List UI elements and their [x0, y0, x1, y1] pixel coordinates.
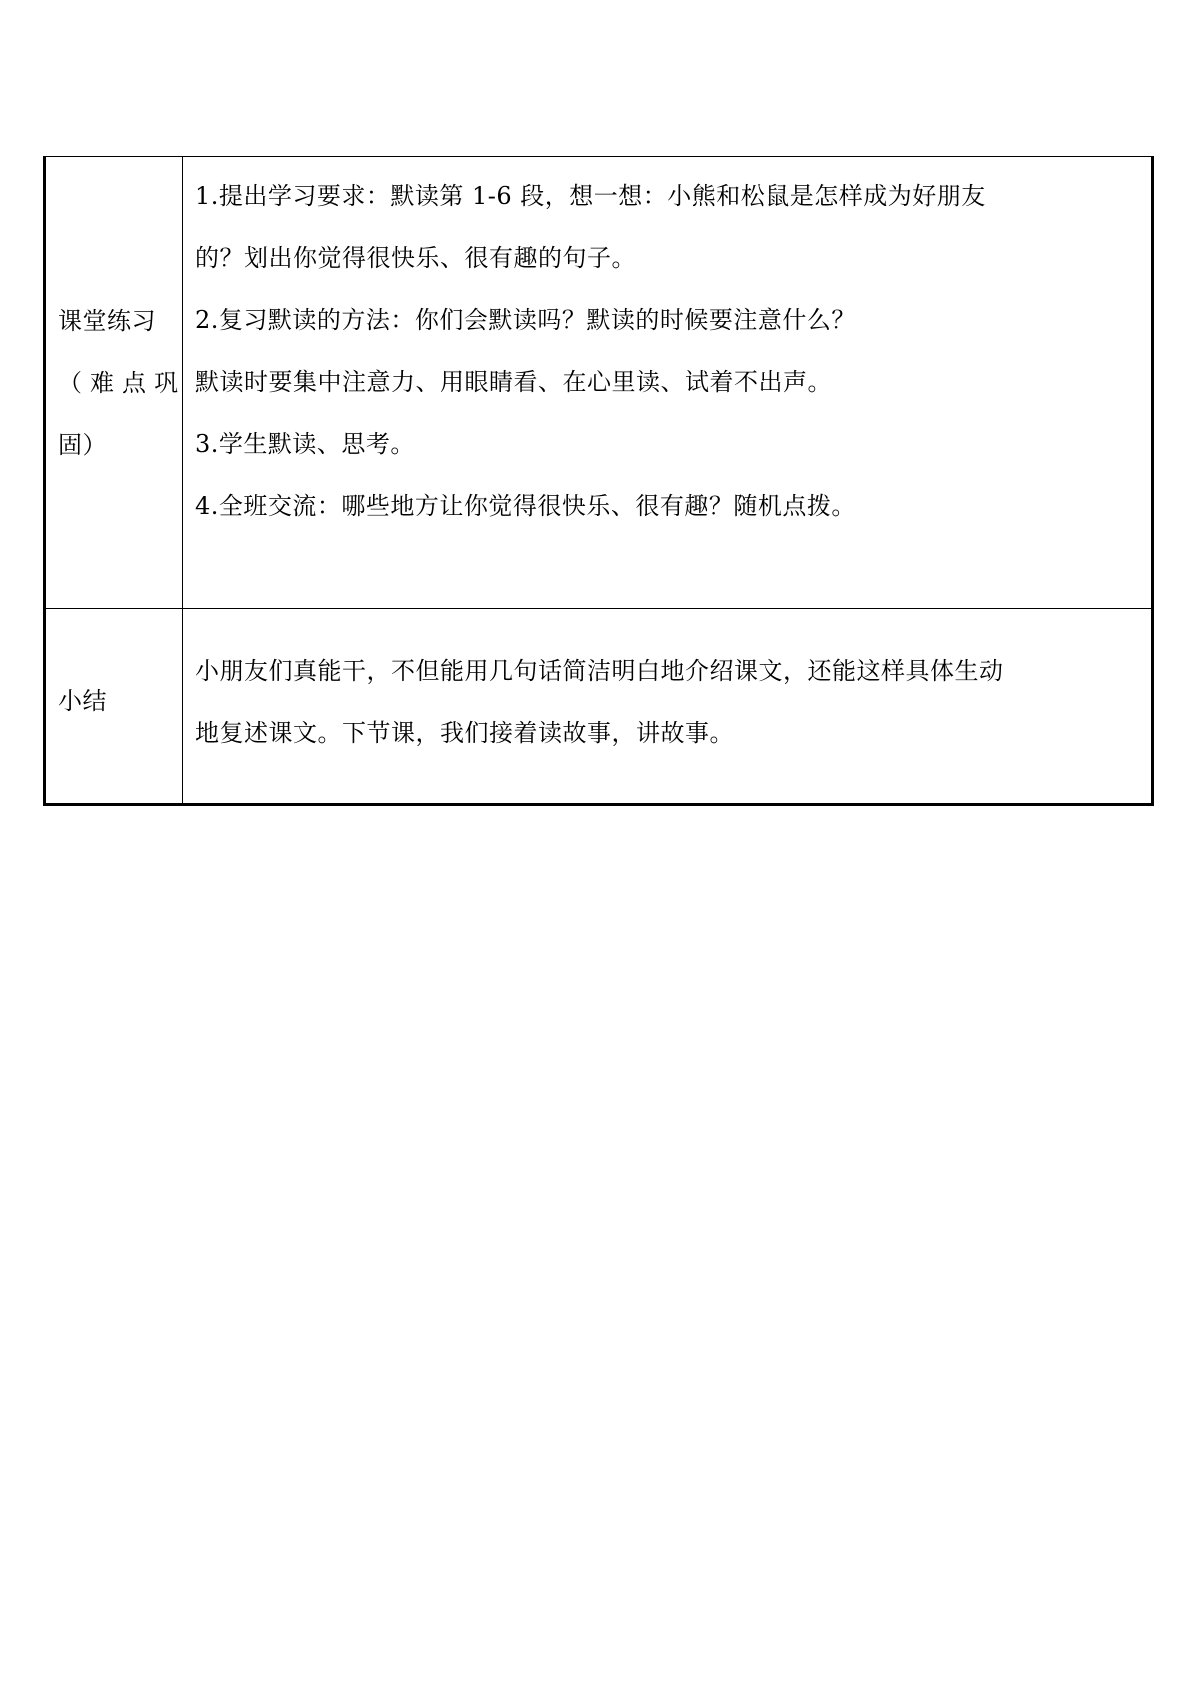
content-line: 1.提出学习要求：默读第 1-6 段，想一想：小熊和松鼠是怎样成为好朋友	[195, 182, 986, 210]
content-line: 默读时要集中注意力、用眼睛看、在心里读、试着不出声。	[195, 368, 832, 396]
content-line: 小朋友们真能干，不但能用几句话简洁明白地介绍课文，还能这样具体生动	[195, 657, 1004, 685]
content-line: 3.学生默读、思考。	[195, 430, 415, 458]
content-line: 2.复习默读的方法：你们会默读吗？默读的时候要注意什么？	[195, 306, 856, 334]
label-line: 小结	[58, 687, 107, 715]
label-line: 课堂练习	[58, 306, 156, 335]
label-line: 固）	[58, 430, 107, 459]
table-row-summary	[45, 609, 1153, 805]
content-line: 4.全班交流：哪些地方让你觉得很快乐、很有趣？随机点拨。	[195, 492, 856, 520]
row-content-summary	[183, 609, 1153, 805]
row-label-summary	[45, 609, 183, 805]
row-content-practice	[183, 157, 1153, 609]
row-label-practice	[45, 157, 186, 609]
content-line: 的？划出你觉得很快乐、很有趣的句子。	[195, 244, 636, 272]
label-line: （难点巩	[58, 368, 186, 397]
lesson-plan-table	[43, 156, 1154, 806]
content-line: 地复述课文。下节课，我们接着读故事，讲故事。	[195, 719, 734, 747]
table-row-practice	[45, 157, 1153, 609]
